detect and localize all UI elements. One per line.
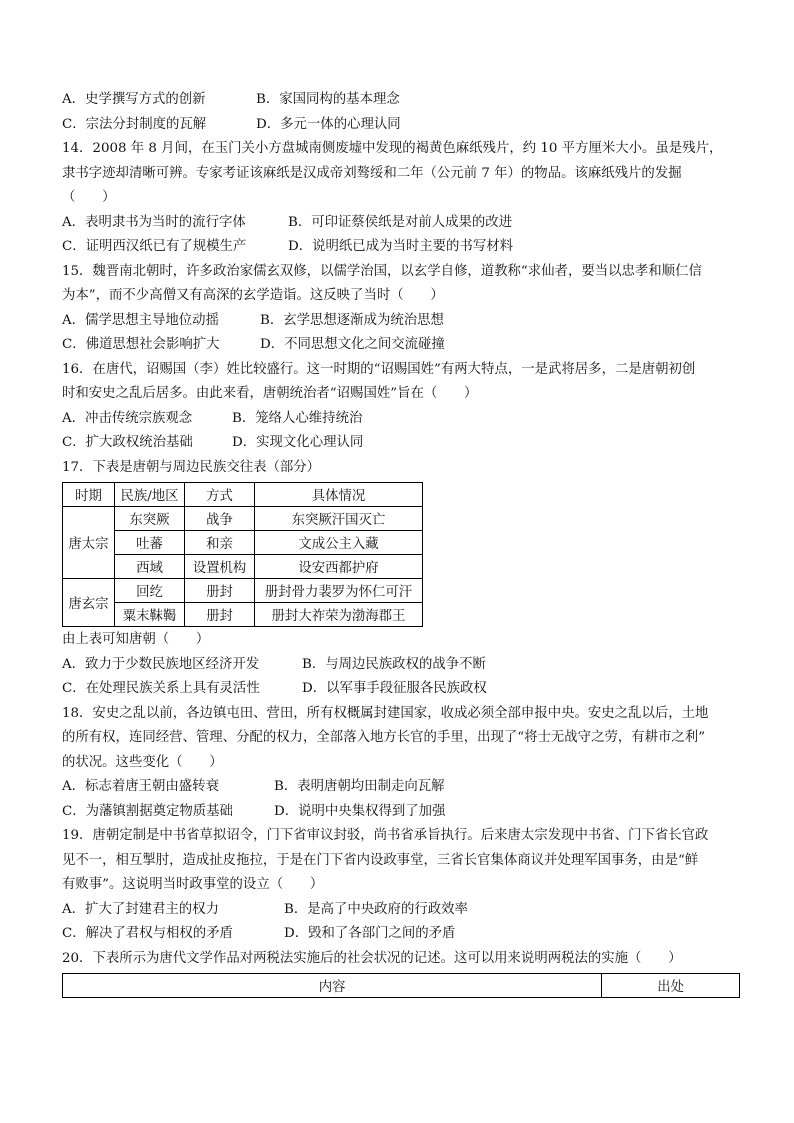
q14-option-b[interactable]: B．可印证蔡侯纸是对前人成果的改进	[288, 214, 513, 230]
q15-options-row1	[62, 309, 742, 334]
table-cell: 册封	[185, 579, 255, 603]
q18-option-c[interactable]: C．为藩镇割据奠定物质基础	[62, 803, 233, 819]
q20-stem: 20．下表所示为唐代文学作品对两税法实施后的社会状况的记述。这可以用来说明两税法的实施（ ）	[62, 950, 682, 966]
q17-table-header	[63, 483, 423, 507]
table-cell: 册封大祚荣为渤海郡王	[255, 603, 423, 627]
q17-options-row1	[62, 653, 742, 678]
q18-stem-line2: 的所有权，连同经营、管理、分配的权力，全部落入地方长官的手里，出现了“将士无战守之劳，有耕市之利”	[62, 730, 706, 745]
q13-option-c[interactable]: C．宗法分封制度的瓦解	[62, 116, 207, 132]
q14-option-d[interactable]: D．说明纸已成为当时主要的书写材料	[288, 239, 513, 254]
q13-option-d[interactable]: D．多元一体的心理认同	[256, 116, 401, 132]
q16-stem-line1: 16．在唐代，诏赐国（李）姓比较盛行。这一时期的“诏赐国姓”有两大特点，一是武将居多，二是唐朝初创	[62, 361, 696, 377]
q14-stem-line3: （ ）	[62, 190, 116, 205]
table-cell: 册封骨力裴罗为怀仁可汗	[255, 579, 423, 603]
q16-option-c[interactable]: C．扩大政权统治基础	[62, 435, 193, 450]
q17-header-detail: 具体情况	[255, 483, 423, 507]
table-cell: 册封	[185, 603, 255, 627]
q17-period-xuanzong: 唐玄宗	[63, 579, 115, 627]
q20-table-header	[63, 974, 740, 998]
q16-options-row2	[62, 431, 742, 456]
q16-options-row1	[62, 407, 742, 432]
q19-options-row2	[62, 922, 742, 947]
q18-option-a[interactable]: A．标志着唐王朝由盛转衰	[62, 779, 219, 794]
table-row	[63, 531, 423, 555]
q13-options-row1	[62, 88, 742, 113]
q20-header-source: 出处	[602, 974, 740, 998]
table-cell: 粟末靺鞨	[115, 603, 185, 627]
q19-options-row1	[62, 898, 742, 923]
q18-options-row2	[62, 800, 742, 825]
q20-header-content: 内容	[63, 974, 602, 998]
q16-stem-line2: 时和安史之乱后居多。由此来看，唐朝统治者“诏赐国姓”旨在（ ）	[62, 386, 478, 401]
q17-period-taizong: 唐太宗	[63, 507, 115, 579]
q14-stem-line1: 14．2008 年 8 月间，在玉门关小方盘城南侧废墟中发现的褐黄色麻纸残片，约 10 平方厘米大小。虽是残片，	[62, 141, 723, 156]
q18-options-row1	[62, 775, 742, 800]
table-cell: 回纥	[115, 579, 185, 603]
exam-page	[62, 88, 742, 998]
q19-stem-line1: 19．唐朝定制是中书省草拟诏令，门下省审议封驳，尚书省承旨执行。后来唐太宗发现中书省、门下省长官政	[62, 828, 709, 843]
q15-option-a[interactable]: A．儒学思想主导地位动摇	[62, 312, 219, 328]
q17-options-row2	[62, 677, 742, 702]
q18-stem-line3: 的状况。这些变化（ ）	[62, 754, 223, 770]
table-cell: 吐蕃	[115, 531, 185, 555]
q17-stem: 17．下表是唐朝与周边民族交往表（部分）	[62, 459, 321, 475]
table-cell: 设安西都护府	[255, 555, 423, 579]
table-cell: 设置机构	[185, 555, 255, 579]
q16-option-d[interactable]: D．实现文化心理认同	[232, 435, 364, 450]
q17-header-period: 时期	[63, 483, 115, 507]
q18-option-d[interactable]: D．说明中央集权得到了加强	[274, 803, 446, 819]
table-cell: 和亲	[185, 531, 255, 555]
q14-options-row2	[62, 235, 742, 260]
q17-option-d[interactable]: D．以军事手段征服各民族政权	[302, 681, 487, 696]
q14-option-a[interactable]: A．表明隶书为当时的流行字体	[62, 214, 246, 230]
q18-option-b[interactable]: B．表明唐朝均田制走向瓦解	[274, 779, 445, 794]
table-row	[63, 507, 423, 531]
q17-option-c[interactable]: C．在处理民族关系上具有灵活性	[62, 681, 260, 696]
q17-header-ethnic: 民族/地区	[115, 483, 185, 507]
q15-option-d[interactable]: D．不同思想文化之间交流碰撞	[260, 337, 445, 352]
q17-option-b[interactable]: B．与周边民族政权的战争不断	[302, 656, 486, 672]
q15-option-b[interactable]: B．玄学思想逐渐成为统治思想	[260, 312, 444, 328]
q14-options-row1	[62, 211, 742, 236]
q19-option-a[interactable]: A．扩大了封建君主的权力	[62, 901, 219, 917]
table-row	[63, 579, 423, 603]
q19-option-d[interactable]: D．毁和了各部门之间的矛盾	[284, 926, 456, 941]
q17-header-method: 方式	[185, 483, 255, 507]
q15-options-row2	[62, 333, 742, 358]
q17-table	[62, 482, 423, 627]
q16-option-a[interactable]: A．冲击传统宗族观念	[62, 410, 193, 426]
q14-option-c[interactable]: C．证明西汉纸已有了规模生产	[62, 239, 247, 254]
q15-option-c[interactable]: C．佛道思想社会影响扩大	[62, 337, 220, 352]
table-cell: 西域	[115, 555, 185, 579]
q19-stem-line2: 见不一，相互掣肘，造成扯皮拖拉，于是在门下省内设政事堂，三省长官集体商议并处理军国事务，由是“鲜	[62, 852, 699, 868]
q19-option-b[interactable]: B．是高了中央政府的行政效率	[284, 901, 468, 917]
q13-options-row2	[62, 113, 742, 138]
q17-option-a[interactable]: A．致力于少数民族地区经济开发	[62, 656, 260, 672]
table-cell: 文成公主入藏	[255, 531, 423, 555]
q17-after-table: 由上表可知唐朝（ ）	[62, 632, 210, 647]
table-row	[63, 555, 423, 579]
q16-option-b[interactable]: B．笼络人心维持统治	[232, 410, 363, 426]
q19-stem-line3: 有败事”。这说明当时政事堂的设立（ ）	[62, 877, 324, 892]
table-cell: 东突厥汗国灭亡	[255, 507, 423, 531]
q19-option-c[interactable]: C．解决了君权与相权的矛盾	[62, 926, 233, 941]
table-cell: 东突厥	[115, 507, 185, 531]
q13-option-a[interactable]: A．史学撰写方式的创新	[62, 92, 206, 107]
table-cell: 战争	[185, 507, 255, 531]
table-row	[63, 603, 423, 627]
q18-stem-line1: 18．安史之乱以前，各边镇屯田、营田，所有权概属封建国家，收成必须全部申报中央。安史之乱以后，土地	[62, 705, 709, 721]
q14-stem-line2: 隶书字迹却清晰可辨。专家考证该麻纸是汉成帝刘骜绥和二年（公元前 7 年）的物品。该麻纸残片的发掘	[62, 165, 682, 181]
q13-option-b[interactable]: B．家国同构的基本理念	[256, 92, 400, 107]
q15-stem-line1: 15．魏晋南北朝时，许多政治家儒玄双修，以儒学治国，以玄学自修，道教称“求仙者，要当以忠孝和顺仁信	[62, 263, 702, 279]
q20-table	[62, 973, 740, 998]
q15-stem-line2: 为本”，而不少高僧又有高深的玄学造诣。这反映了当时（ ）	[62, 288, 444, 303]
